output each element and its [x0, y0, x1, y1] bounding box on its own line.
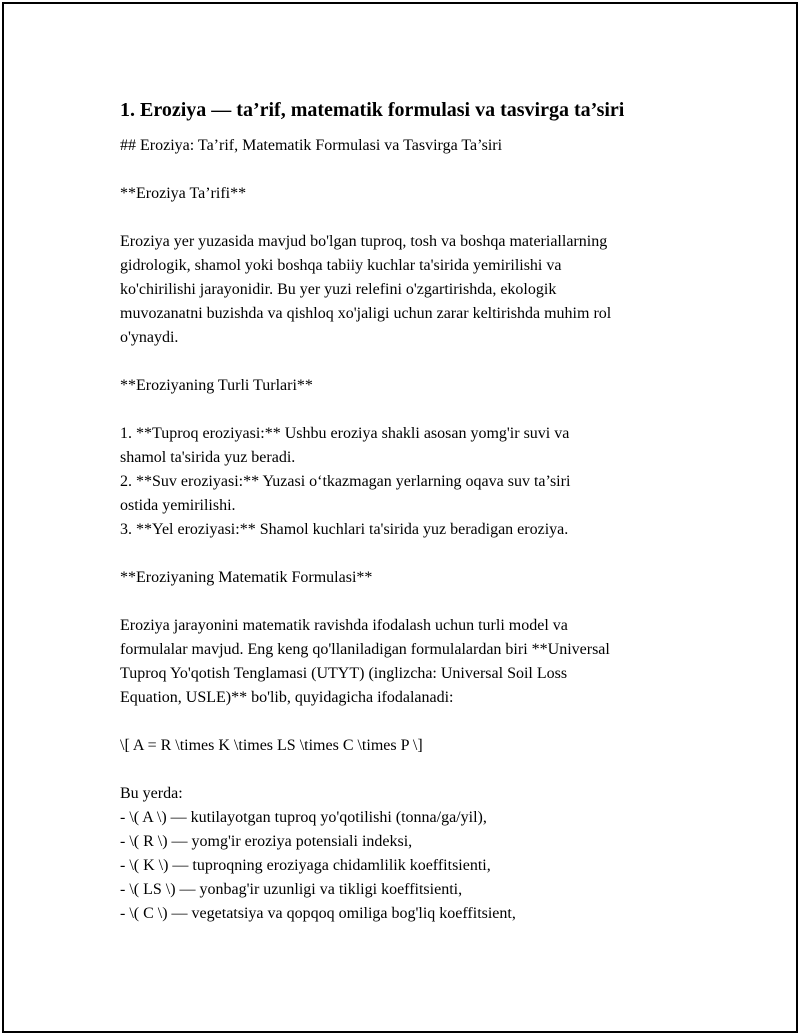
formula-heading: **Eroziyaning Matematik Formulasi** [120, 569, 373, 586]
formula-intro-line: Tuproq Yo'qotish Tenglamasi (UTYT) (inglizcha: Universal Soil Loss [120, 665, 568, 682]
definition-line: ko'chirilishi jarayonidir. Bu yer yuzi relefini o'zgartirishda, ekologik [120, 281, 557, 298]
document-page [2, 2, 798, 1033]
types-line: 3. **Yel eroziyasi:** Shamol kuchlari ta'sirida yuz beradigan eroziya. [120, 521, 569, 538]
types-heading: **Eroziyaning Turli Turlari** [120, 377, 313, 394]
definition-heading: **Eroziya Ta’rifi** [120, 185, 247, 202]
markdown-heading: ## Eroziya: Ta’rif, Matematik Formulasi va Tasvirga Ta’siri [120, 137, 503, 154]
where-line: - \( C \) — vegetatsiya va qopqoq omiliga bog'liq koeffitsient, [120, 905, 516, 922]
where-label: Bu yerda: [120, 785, 183, 802]
definition-line: muvozanatni buzishda va qishloq xo'jaligi uchun zarar keltirishda muhim rol [120, 305, 612, 322]
types-line: shamol ta'sirida yuz beradi. [120, 449, 296, 466]
definition-line: Eroziya yer yuzasida mavjud bo'lgan tuproq, tosh va boshqa materiallarning [120, 233, 608, 250]
where-line: - \( K \) — tuproqning eroziyaga chidamlilik koeffitsienti, [120, 857, 491, 874]
where-line: - \( R \) — yomg'ir eroziya potensiali indeksi, [120, 833, 413, 850]
types-line: ostida yemirilishi. [120, 497, 236, 514]
document-title: 1. Eroziya — ta’rif, matematik formulasi va tasvirga ta’siri [120, 99, 625, 121]
where-line: - \( A \) — kutilayotgan tuproq yo'qotilishi (tonna/ga/yil), [120, 809, 487, 826]
types-line: 1. **Tuproq eroziyasi:** Ushbu eroziya shakli asosan yomg'ir suvi va [120, 425, 570, 442]
definition-line: o'ynaydi. [120, 329, 179, 346]
formula-intro-line: Eroziya jarayonini matematik ravishda ifodalash uchun turli model va [120, 617, 568, 634]
formula-intro-line: Equation, USLE)** bo'lib, quyidagicha ifodalanadi: [120, 689, 454, 706]
definition-line: gidrologik, shamol yoki boshqa tabiiy kuchlar ta'sirida yemirilishi va [120, 257, 562, 274]
formula-intro-line: formulalar mavjud. Eng keng qo'llaniladigan formulalardan biri **Universal [120, 641, 610, 658]
equation: \[ A = R \times K \times LS \times C \times P \] [120, 737, 423, 754]
types-line: 2. **Suv eroziyasi:** Yuzasi o‘tkazmagan yerlarning oqava suv ta’siri [120, 473, 571, 490]
where-line: - \( LS \) — yonbag'ir uzunligi va tikligi koeffitsienti, [120, 881, 463, 898]
document-body [120, 96, 700, 926]
